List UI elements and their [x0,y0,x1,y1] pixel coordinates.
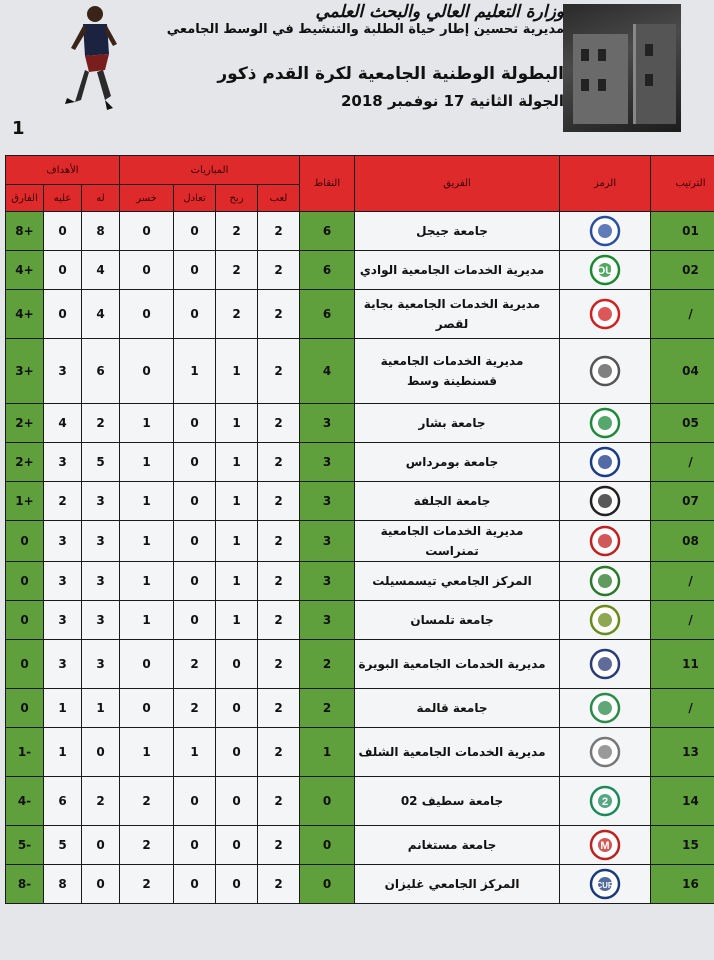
team-logo-cell [560,339,651,404]
table-row [6,601,714,640]
table-row [6,212,714,251]
team-points: 0 [300,826,355,865]
team-rank: 14 [651,777,714,826]
ou-el-oued-icon [588,254,622,286]
col-logo: الرمز [560,156,651,212]
team-logo-cell [560,601,651,640]
col-goals-for: له [82,185,120,212]
team-goal-diff: 8+ [6,212,44,251]
team-goals-for: 3 [82,601,120,640]
team-goals-against: 3 [44,339,82,404]
page-mark: 1 [12,118,25,139]
team-goals-for: 1 [82,689,120,728]
svg-text:CUR: CUR [596,881,614,890]
team-played: 2 [258,865,300,904]
team-name: جامعة مستغانم [355,826,560,865]
team-points: 4 [300,339,355,404]
team-played: 2 [258,601,300,640]
bechar-flag-icon [588,407,622,439]
guelma-emblem-icon [588,692,622,724]
team-rank: 11 [651,640,714,689]
team-goals-for: 5 [82,443,120,482]
document-header [0,0,714,150]
team-goals-against: 4 [44,404,82,443]
team-points: 2 [300,640,355,689]
table-row [6,777,714,826]
team-draw: 0 [174,404,216,443]
table-row [6,482,714,521]
team-won: 0 [216,728,258,777]
team-goal-diff: 4+ [6,251,44,290]
svg-text:2: 2 [601,796,609,808]
team-points: 6 [300,251,355,290]
table-row [6,562,714,601]
team-played: 2 [258,689,300,728]
table-row [6,521,714,562]
team-points: 3 [300,601,355,640]
team-won: 0 [216,689,258,728]
team-logo-cell [560,443,651,482]
team-lost: 1 [120,521,174,562]
team-points: 6 [300,212,355,251]
team-draw: 1 [174,339,216,404]
team-goals-against: 3 [44,443,82,482]
col-goals: الأهداف [6,156,120,185]
team-name: جامعة بشار [355,404,560,443]
team-goals-for: 3 [82,521,120,562]
table-row [6,865,714,904]
team-won: 1 [216,482,258,521]
team-won: 0 [216,826,258,865]
team-played: 2 [258,290,300,339]
team-goals-for: 0 [82,865,120,904]
team-goals-for: 6 [82,339,120,404]
team-lost: 1 [120,728,174,777]
team-rank: 04 [651,339,714,404]
team-lost: 0 [120,251,174,290]
team-rank: 13 [651,728,714,777]
table-row [6,251,714,290]
team-draw: 0 [174,777,216,826]
table-row [6,826,714,865]
team-rank: 05 [651,404,714,443]
team-goals-for: 4 [82,290,120,339]
team-won: 0 [216,865,258,904]
team-lost: 0 [120,212,174,251]
team-points: 1 [300,728,355,777]
team-draw: 2 [174,689,216,728]
col-goal-diff: الفارق [6,185,44,212]
team-draw: 0 [174,521,216,562]
team-played: 2 [258,339,300,404]
jijel-crest-icon [588,215,622,247]
team-rank: 01 [651,212,714,251]
team-goals-for: 0 [82,826,120,865]
team-draw: 0 [174,562,216,601]
team-points: 3 [300,562,355,601]
team-name: المركز الجامعي غليزان [355,865,560,904]
col-team: الفريق [355,156,560,212]
team-goal-diff: 0 [6,689,44,728]
team-logo-cell [560,826,651,865]
tlemcen-star-icon [588,604,622,636]
team-lost: 0 [120,339,174,404]
team-goals-against: 3 [44,521,82,562]
table-row [6,728,714,777]
team-logo-cell [560,521,651,562]
team-goal-diff: 1- [6,728,44,777]
team-goals-against: 3 [44,640,82,689]
team-logo-cell [560,251,651,290]
team-logo-cell [560,404,651,443]
col-matches: المباريات [120,156,300,185]
team-goal-diff: 3+ [6,339,44,404]
col-goals-against: عليه [44,185,82,212]
team-draw: 0 [174,826,216,865]
team-logo-cell [560,562,651,601]
team-goal-diff: 1+ [6,482,44,521]
team-draw: 0 [174,290,216,339]
team-lost: 1 [120,482,174,521]
team-logo-cell [560,777,651,826]
team-goals-against: 1 [44,728,82,777]
chlef-building-icon [588,736,622,768]
team-draw: 0 [174,482,216,521]
team-name: جامعة تلمسان [355,601,560,640]
team-draw: 0 [174,212,216,251]
team-rank: 07 [651,482,714,521]
setif-2-icon [588,785,622,817]
team-draw: 0 [174,251,216,290]
team-won: 2 [216,251,258,290]
team-goal-diff: 2+ [6,443,44,482]
team-logo-cell [560,865,651,904]
team-rank: / [651,601,714,640]
team-logo-cell [560,689,651,728]
team-points: 3 [300,482,355,521]
table-row [6,689,714,728]
team-draw: 0 [174,601,216,640]
team-name: جامعة قالمة [355,689,560,728]
team-name: المركز الجامعي تيسمسيلت [355,562,560,601]
team-played: 2 [258,777,300,826]
col-draw: تعادل [174,185,216,212]
team-logo-cell [560,212,651,251]
bejaia-badge-icon [588,298,622,330]
team-played: 2 [258,521,300,562]
table-row [6,443,714,482]
team-played: 2 [258,212,300,251]
team-name: مديرية الخدمات الجامعية بجاية لقصر [355,290,560,339]
team-name: جامعة الجلفة [355,482,560,521]
team-goals-against: 3 [44,562,82,601]
team-goals-against: 0 [44,212,82,251]
team-logo-cell [560,482,651,521]
team-goal-diff: 8- [6,865,44,904]
team-goal-diff: 0 [6,601,44,640]
team-points: 3 [300,404,355,443]
team-played: 2 [258,251,300,290]
team-goals-for: 2 [82,404,120,443]
team-rank: 02 [651,251,714,290]
team-played: 2 [258,404,300,443]
team-won: 0 [216,640,258,689]
team-lost: 1 [120,443,174,482]
svg-text:OU: OU [596,265,614,277]
standings-table [5,155,714,904]
djelfa-seal-icon [588,485,622,517]
team-lost: 1 [120,601,174,640]
col-points: النقاط [300,156,355,212]
directorate-title: مديرية تحسين إطار حياة الطلبة والتنشيط في الوسط الجامعي [166,22,564,37]
team-draw: 0 [174,865,216,904]
team-goals-for: 3 [82,562,120,601]
team-goals-for: 3 [82,640,120,689]
team-goals-against: 1 [44,689,82,728]
team-rank: 15 [651,826,714,865]
team-goals-against: 6 [44,777,82,826]
team-goals-against: 8 [44,865,82,904]
team-goals-against: 0 [44,251,82,290]
team-won: 1 [216,404,258,443]
table-row [6,640,714,689]
team-goals-against: 3 [44,601,82,640]
bouira-ornament-icon [588,648,622,680]
boumerdes-crest-icon [588,446,622,478]
team-rank: / [651,689,714,728]
team-lost: 2 [120,826,174,865]
team-goal-diff: 0 [6,640,44,689]
football-player-icon [55,4,125,116]
team-name: جامعة سطيف 02 [355,777,560,826]
team-rank: / [651,290,714,339]
col-played: لعب [258,185,300,212]
championship-title: البطولة الوطنية الجامعية لكرة القدم ذكور [217,64,564,84]
team-lost: 1 [120,562,174,601]
team-played: 2 [258,640,300,689]
team-points: 3 [300,443,355,482]
col-rank: الترتيب [651,156,714,212]
team-goal-diff: 4- [6,777,44,826]
team-name: مديرية الخدمات الجامعية تمنراست [355,521,560,562]
team-won: 2 [216,212,258,251]
team-name: مديرية الخدمات الجامعية قسنطينة وسط [355,339,560,404]
col-lost: خسر [120,185,174,212]
team-won: 1 [216,339,258,404]
team-lost: 2 [120,777,174,826]
team-goals-for: 8 [82,212,120,251]
team-lost: 0 [120,640,174,689]
team-name: مديرية الخدمات الجامعية البويرة [355,640,560,689]
team-won: 1 [216,601,258,640]
team-won: 0 [216,777,258,826]
team-goal-diff: 2+ [6,404,44,443]
table-row [6,404,714,443]
team-goals-for: 2 [82,777,120,826]
team-goal-diff: 5- [6,826,44,865]
ministry-title: وزارة التعليم العالي والبحث العلمي [315,2,564,22]
team-won: 1 [216,443,258,482]
team-points: 0 [300,777,355,826]
team-lost: 0 [120,689,174,728]
team-played: 2 [258,562,300,601]
team-points: 2 [300,689,355,728]
team-rank: / [651,562,714,601]
team-name: مديرية الخدمات الجامعية الشلف [355,728,560,777]
team-goals-for: 3 [82,482,120,521]
team-played: 2 [258,826,300,865]
team-won: 1 [216,562,258,601]
team-played: 2 [258,728,300,777]
team-won: 1 [216,521,258,562]
team-logo-cell [560,728,651,777]
team-rank: 08 [651,521,714,562]
col-won: ربح [216,185,258,212]
team-played: 2 [258,443,300,482]
team-logo-cell [560,640,651,689]
team-rank: 16 [651,865,714,904]
relizane-cur-icon [588,868,622,900]
team-goals-for: 0 [82,728,120,777]
round-date: الجولة الثانية 17 نوفمبر 2018 [341,92,564,110]
team-goal-diff: 0 [6,521,44,562]
standings-rows [6,212,714,904]
team-goals-against: 5 [44,826,82,865]
mostaganem-logo-icon [588,829,622,861]
team-logo-cell [560,290,651,339]
team-draw: 1 [174,728,216,777]
team-name: جامعة بومرداس [355,443,560,482]
tissemsilt-tree-icon [588,565,622,597]
team-lost: 2 [120,865,174,904]
team-points: 3 [300,521,355,562]
team-name: مديرية الخدمات الجامعية الوادي [355,251,560,290]
table-row [6,290,714,339]
team-goals-against: 2 [44,482,82,521]
team-won: 2 [216,290,258,339]
team-rank: / [651,443,714,482]
team-goal-diff: 4+ [6,290,44,339]
team-draw: 2 [174,640,216,689]
team-played: 2 [258,482,300,521]
tamanrasset-logo-icon [588,525,622,557]
team-lost: 1 [120,404,174,443]
constantine-photo-icon [588,355,622,387]
team-lost: 0 [120,290,174,339]
team-points: 6 [300,290,355,339]
team-draw: 0 [174,443,216,482]
team-points: 0 [300,865,355,904]
team-goal-diff: 0 [6,562,44,601]
svg-text:M: M [600,840,610,852]
team-goals-against: 0 [44,290,82,339]
university-building-photo [563,4,681,132]
team-name: جامعة جيجل [355,212,560,251]
team-goals-for: 4 [82,251,120,290]
table-row [6,339,714,404]
